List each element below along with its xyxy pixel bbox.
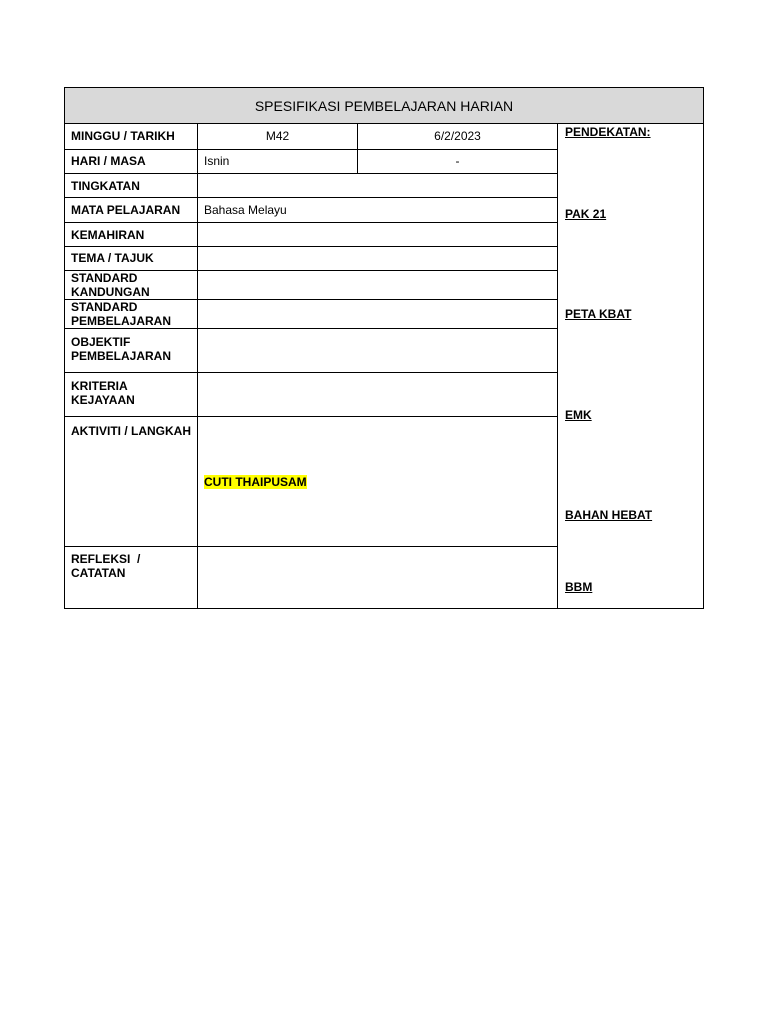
lesson-plan-table xyxy=(64,87,704,609)
value-day[interactable]: Isnin xyxy=(204,154,230,168)
label-line: STANDARD xyxy=(71,271,138,285)
table-title: SPESIFIKASI PEMBELAJARAN HARIAN xyxy=(65,88,703,124)
label-line: KRITERIA xyxy=(71,379,128,393)
value-aktiviti[interactable] xyxy=(198,475,307,489)
label-line: CATATAN xyxy=(71,566,126,580)
row-divider xyxy=(65,246,558,247)
label-line: STANDARD xyxy=(71,300,138,314)
side-bahan-hebat: BAHAN HEBAT xyxy=(565,508,653,522)
column-divider xyxy=(197,124,198,609)
row-divider xyxy=(65,173,558,174)
side-emk: EMK xyxy=(565,408,592,422)
label-mata-pelajaran: MATA PELAJARAN xyxy=(71,203,181,217)
label-objektif xyxy=(65,335,171,363)
label-line: REFLEKSI / xyxy=(71,552,141,566)
row-divider xyxy=(65,416,558,417)
column-divider xyxy=(557,124,558,609)
row-divider xyxy=(65,222,558,223)
label-kriteria xyxy=(65,379,135,407)
label-tema: TEMA / TAJUK xyxy=(71,251,154,265)
label-standard-kandungan xyxy=(65,271,150,299)
side-bbm: BBM xyxy=(565,580,593,594)
side-pendekatan: PENDEKATAN: xyxy=(565,125,651,139)
value-mata-pelajaran[interactable]: Bahasa Melayu xyxy=(204,203,287,217)
value-time[interactable]: - xyxy=(455,154,460,168)
label-tingkatan: TINGKATAN xyxy=(71,179,140,193)
row-divider xyxy=(65,546,558,547)
side-pak21: PAK 21 xyxy=(565,207,607,221)
row-divider xyxy=(65,149,558,150)
side-peta-kbat: PETA KBAT xyxy=(565,307,632,321)
label-line: OBJEKTIF xyxy=(71,335,131,349)
label-hari: HARI / MASA xyxy=(71,154,146,168)
row-divider xyxy=(65,372,558,373)
row-divider xyxy=(65,197,558,198)
label-line: PEMBELAJARAN xyxy=(71,314,172,328)
label-refleksi xyxy=(65,552,140,580)
label-standard-pembelajaran xyxy=(65,300,171,328)
label-aktiviti: AKTIVITI / LANGKAH xyxy=(71,424,191,438)
highlighted-text: CUTI THAIPUSAM xyxy=(204,475,307,489)
value-week[interactable]: M42 xyxy=(265,129,290,143)
label-minggu: MINGGU / TARIKH xyxy=(71,129,175,143)
label-line: KEJAYAAN xyxy=(71,393,135,407)
label-line: KANDUNGAN xyxy=(71,285,150,299)
row-divider xyxy=(65,328,558,329)
label-kemahiran: KEMAHIRAN xyxy=(71,228,145,242)
value-date[interactable]: 6/2/2023 xyxy=(434,129,481,143)
label-line: PEMBELAJARAN xyxy=(71,349,172,363)
